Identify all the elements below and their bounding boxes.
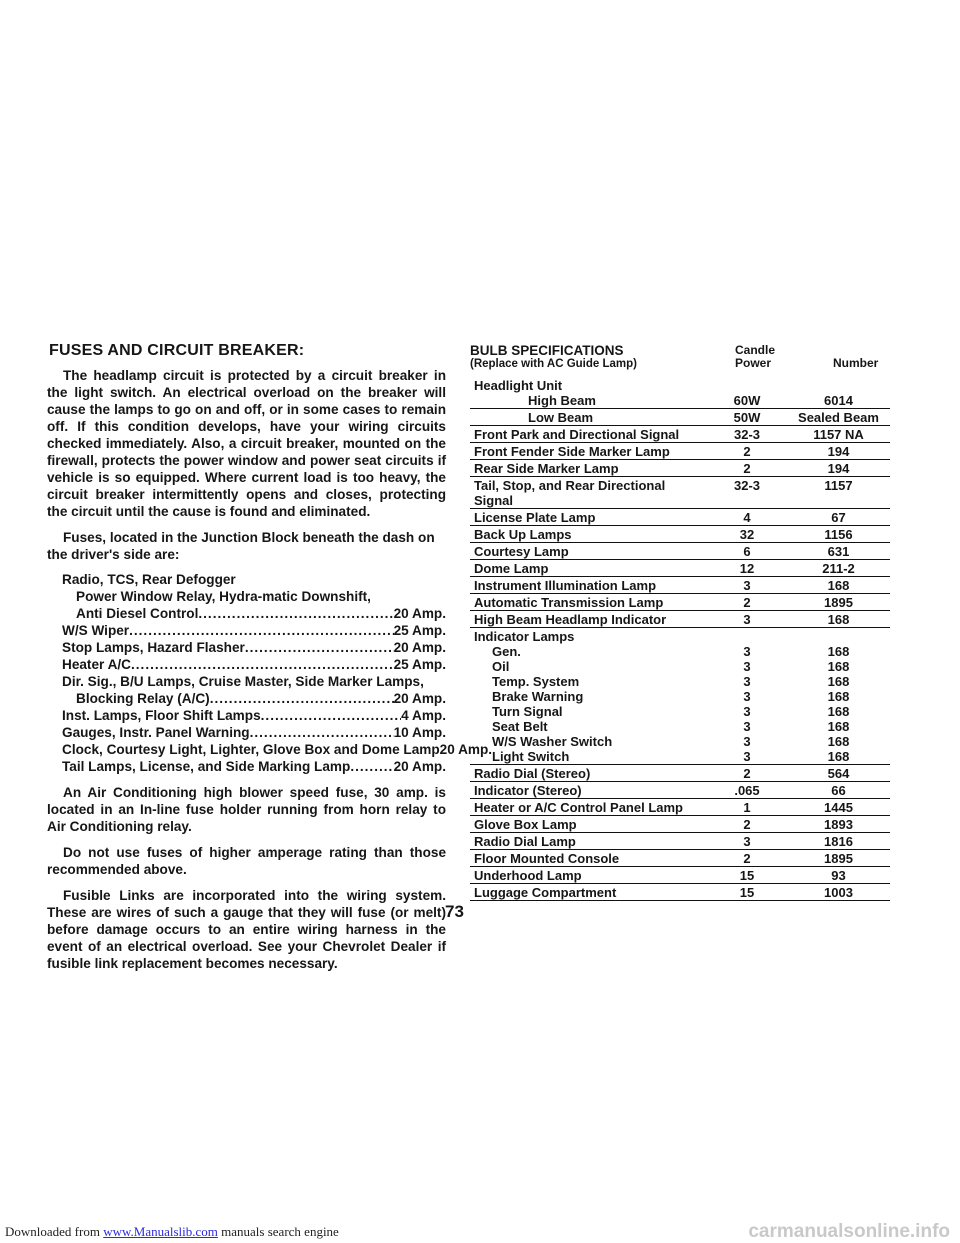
bulb-name: Floor Mounted Console xyxy=(470,850,707,867)
bulb-cp: 32-3 xyxy=(707,426,787,443)
bulb-cp: 32-3 xyxy=(707,477,787,509)
fuse-name: Inst. Lamps, Floor Shift Lamps xyxy=(62,708,261,723)
footer-source xyxy=(5,1224,339,1240)
bulb-cp: 3 xyxy=(707,611,787,628)
table-row xyxy=(470,509,890,526)
footer xyxy=(0,1221,960,1242)
table-row xyxy=(470,611,890,628)
bulb-num xyxy=(787,628,890,765)
indicator-cp: 3 xyxy=(743,704,751,719)
bulb-name: Heater or A/C Control Panel Lamp xyxy=(470,799,707,816)
bulb-num: 1895 xyxy=(787,850,890,867)
bulb-num: 168 xyxy=(787,611,890,628)
indicator-label: Indicator Lamps xyxy=(474,629,575,644)
bulb-cp: 2 xyxy=(707,443,787,460)
fuse-amp: 20 Amp. xyxy=(393,606,446,621)
indicator-cp: 3 xyxy=(743,644,751,659)
indicator-cp: 3 xyxy=(743,719,751,734)
table-row xyxy=(470,526,890,543)
bulb-num: 1893 xyxy=(787,816,890,833)
bulb-name: Glove Box Lamp xyxy=(470,816,707,833)
indicator-cp: 3 xyxy=(743,734,751,749)
fuse-amp: 20 Amp. xyxy=(393,691,446,706)
bulb-name: Radio Dial (Stereo) xyxy=(470,765,707,782)
col-candle-power-line1: Candle xyxy=(735,343,776,357)
bulb-num: 1003 xyxy=(787,884,890,901)
bulb-cp: 15 xyxy=(707,884,787,901)
table-row xyxy=(470,426,890,443)
bulb-name: High Beam Headlamp Indicator xyxy=(470,611,707,628)
page-number: 73 xyxy=(445,902,464,921)
bulb-num: 194 xyxy=(787,460,890,477)
watermark: carmanualsonline.info xyxy=(748,1221,950,1242)
fuse-name: Tail Lamps, License, and Side Marking Lamp xyxy=(62,759,351,774)
leader-dots xyxy=(131,656,394,673)
bulb-num: 631 xyxy=(787,543,890,560)
fuses-title: FUSES AND CIRCUIT BREAKER: xyxy=(49,342,305,359)
fuse-row xyxy=(47,656,446,673)
table-row xyxy=(470,560,890,577)
table-row xyxy=(470,377,890,409)
indicator-name: Seat Belt xyxy=(492,719,548,734)
indicator-name: Light Switch xyxy=(492,749,570,764)
indicator-num: 168 xyxy=(827,749,850,764)
leader-dots xyxy=(198,605,393,622)
footer-prefix: Downloaded from xyxy=(5,1224,104,1239)
bulb-cp: .065 xyxy=(707,782,787,799)
bulb-name: Luggage Compartment xyxy=(470,884,707,901)
table-row xyxy=(470,799,890,816)
indicator-name: Brake Warning xyxy=(492,689,584,704)
table-row xyxy=(470,816,890,833)
bulb-cp: 3 xyxy=(707,577,787,594)
bulb-subtitle: (Replace with AC Guide Lamp) xyxy=(470,358,637,370)
bulb-num: 168 xyxy=(787,577,890,594)
fuse-row xyxy=(47,758,446,775)
bulb-num: 564 xyxy=(787,765,890,782)
bulb-name: Front Park and Directional Signal xyxy=(470,426,707,443)
bulb-name: Front Fender Side Marker Lamp xyxy=(470,443,707,460)
table-row xyxy=(470,460,890,477)
fuse-name: Gauges, Instr. Panel Warning xyxy=(62,725,250,740)
fuse-row xyxy=(47,690,446,707)
bulb-num: 1445 xyxy=(787,799,890,816)
table-row xyxy=(470,884,890,901)
table-row xyxy=(470,628,890,765)
fuse-row xyxy=(47,741,493,758)
headlight-label: Headlight Unit xyxy=(474,378,563,393)
bulb-section xyxy=(470,343,890,901)
indicator-num: 168 xyxy=(827,734,850,749)
bulb-num: 1156 xyxy=(787,526,890,543)
bulb-cp: 32 xyxy=(707,526,787,543)
fuses-paragraph-4: Fusible Links are incorporated into the wiring system. These are wires of such a gauge that they will fuse (or melt) before damage occurs to an entire wiring harness in the event of an electrical overload. See your Chevrolet Dealer if fusible link replacement becomes necessary. xyxy=(47,888,446,971)
table-row xyxy=(470,765,890,782)
table-row xyxy=(470,594,890,611)
bulb-cp: 6 xyxy=(707,543,787,560)
bulb-num: 67 xyxy=(787,509,890,526)
fuse-list xyxy=(47,571,493,775)
fuse-row xyxy=(47,605,446,622)
indicator-name: Temp. System xyxy=(492,674,580,689)
fuse-amp: 20 Amp. xyxy=(393,640,446,655)
fuse-name: W/S Wiper xyxy=(62,623,130,638)
table-row xyxy=(470,867,890,884)
fuse-group-line xyxy=(47,588,446,605)
leader-dots xyxy=(350,758,393,775)
bulb-name: Instrument Illumination Lamp xyxy=(470,577,707,594)
fuse-name: Heater A/C xyxy=(62,657,131,672)
table-row xyxy=(470,543,890,560)
bulb-num: 194 xyxy=(787,443,890,460)
fuse-amp: 25 Amp. xyxy=(393,623,446,638)
bulb-name: Rear Side Marker Lamp xyxy=(470,460,707,477)
bulb-num: 1157 NA xyxy=(787,426,890,443)
indicator-name: Turn Signal xyxy=(492,704,563,719)
bulb-title: BULB SPECIFICATIONS xyxy=(470,343,624,358)
bulb-num xyxy=(787,377,890,409)
bulb-name: Indicator (Stereo) xyxy=(470,782,707,799)
fuse-row xyxy=(47,622,446,639)
indicator-num: 168 xyxy=(827,659,850,674)
fuse-name: Anti Diesel Control xyxy=(76,606,199,621)
indicator-cp: 3 xyxy=(743,659,751,674)
fuse-group-line xyxy=(47,673,446,690)
table-row xyxy=(470,443,890,460)
bulb-name: Automatic Transmission Lamp xyxy=(470,594,707,611)
indicator-num: 168 xyxy=(827,704,850,719)
headlight-high: High Beam xyxy=(528,393,596,408)
bulb-cp: 4 xyxy=(707,509,787,526)
indicator-cp: 3 xyxy=(743,749,751,764)
indicator-name: Gen. xyxy=(492,644,521,659)
bulb-name: Dome Lamp xyxy=(470,560,707,577)
table-row xyxy=(470,409,890,426)
col-candle-power-line2: Power xyxy=(735,356,772,370)
indicator-num: 168 xyxy=(827,674,850,689)
leader-dots xyxy=(245,639,394,656)
bulb-num: 211-2 xyxy=(787,560,890,577)
bulb-num: 1816 xyxy=(787,833,890,850)
indicator-num: 168 xyxy=(827,644,850,659)
fuse-amp: 4 Amp. xyxy=(401,708,446,723)
bulb-name xyxy=(470,628,707,765)
fuse-group-line-text: Dir. Sig., B/U Lamps, Cruise Master, Side Marker Lamps, xyxy=(62,674,424,689)
indicator-num: 168 xyxy=(827,719,850,734)
fuse-row xyxy=(47,639,446,656)
bulb-name: Radio Dial Lamp xyxy=(470,833,707,850)
bulb-name xyxy=(470,409,707,426)
indicator-name: Oil xyxy=(492,659,510,674)
col-number: Number xyxy=(833,356,879,370)
fuses-paragraph-3: Do not use fuses of higher amperage rating than those recommended above. xyxy=(47,845,446,877)
bulb-cp xyxy=(707,377,787,409)
table-row xyxy=(470,833,890,850)
fuses-paragraph-2: An Air Conditioning high blower speed fuse, 30 amp. is located in an In-line fuse holder running from horn relay to Air Conditioning relay. xyxy=(47,785,446,834)
table-row xyxy=(470,577,890,594)
fuse-amp: 25 Amp. xyxy=(393,657,446,672)
bulb-cp: 2 xyxy=(707,850,787,867)
fuses-paragraph-1: The headlamp circuit is protected by a circuit breaker in the light switch. An electrical overload on the breaker will cause the lamps to go on and off, or in some cases to remain off. If this condition develops, have your wiring circuits checked immediately. Also, a circuit breaker, mounted on the firewall, protects the power window and power seat circuits if vehicle is so equipped. Where current load is too heavy, the circuit breaker intermittently opens and closes, protecting the circuit until the cause is found and eliminated. xyxy=(47,368,446,519)
fuse-row xyxy=(47,724,446,741)
fuse-row xyxy=(47,707,446,724)
bulb-cp: 15 xyxy=(707,867,787,884)
bulb-header xyxy=(470,343,890,377)
leader-dots xyxy=(210,690,394,707)
indicator-name: W/S Washer Switch xyxy=(492,734,613,749)
fuse-name: Blocking Relay (A/C) xyxy=(76,691,210,706)
bulb-name: Tail, Stop, and Rear Directional Signal xyxy=(470,477,707,509)
fuse-name: Stop Lamps, Hazard Flasher xyxy=(62,640,245,655)
fuses-intro: Fuses, located in the Junction Block beneath the dash on the driver's side are: xyxy=(47,530,435,562)
bulb-cp xyxy=(707,628,787,765)
bulb-num: 1157 xyxy=(787,477,890,509)
bulb-name: Courtesy Lamp xyxy=(470,543,707,560)
fuse-name: Clock, Courtesy Light, Lighter, Glove Box and Dome Lamp xyxy=(62,742,440,757)
table-row xyxy=(470,477,890,509)
bulb-table xyxy=(470,377,890,901)
bulb-name xyxy=(470,377,707,409)
indicator-num: 168 xyxy=(827,689,850,704)
bulb-cp: 2 xyxy=(707,460,787,477)
fuse-group-line-text: Power Window Relay, Hydra-matic Downshift, xyxy=(76,589,371,604)
headlight-high-num: 6014 xyxy=(824,393,853,408)
bulb-num: Sealed Beam xyxy=(787,409,890,426)
manualslib-link[interactable]: www.Manualslib.com xyxy=(103,1224,218,1239)
fuse-amp: 20 Amp. xyxy=(439,742,493,757)
leader-dots xyxy=(250,724,394,741)
fuse-group-title: Radio, TCS, Rear Defogger xyxy=(62,572,236,587)
table-row xyxy=(470,782,890,799)
bulb-name: Underhood Lamp xyxy=(470,867,707,884)
indicator-cp: 3 xyxy=(743,689,751,704)
bulb-name: Back Up Lamps xyxy=(470,526,707,543)
headlight-low: Low Beam xyxy=(528,410,594,425)
bulb-cp: 12 xyxy=(707,560,787,577)
indicator-cp: 3 xyxy=(743,674,751,689)
headlight-high-cp: 60W xyxy=(733,393,761,408)
bulb-num: 66 xyxy=(787,782,890,799)
footer-suffix: manuals search engine xyxy=(217,1224,339,1239)
bulb-cp: 2 xyxy=(707,765,787,782)
fuse-amp: 20 Amp. xyxy=(393,759,446,774)
leader-dots xyxy=(129,622,394,639)
bulb-cp: 2 xyxy=(707,816,787,833)
fuse-amp: 10 Amp. xyxy=(393,725,446,740)
bulb-cp: 2 xyxy=(707,594,787,611)
bulb-name: License Plate Lamp xyxy=(470,509,707,526)
bulb-cp: 3 xyxy=(707,833,787,850)
bulb-num: 1895 xyxy=(787,594,890,611)
bulb-num: 93 xyxy=(787,867,890,884)
bulb-cp: 1 xyxy=(707,799,787,816)
table-row xyxy=(470,850,890,867)
leader-dots xyxy=(261,707,402,724)
bulb-cp: 50W xyxy=(707,409,787,426)
